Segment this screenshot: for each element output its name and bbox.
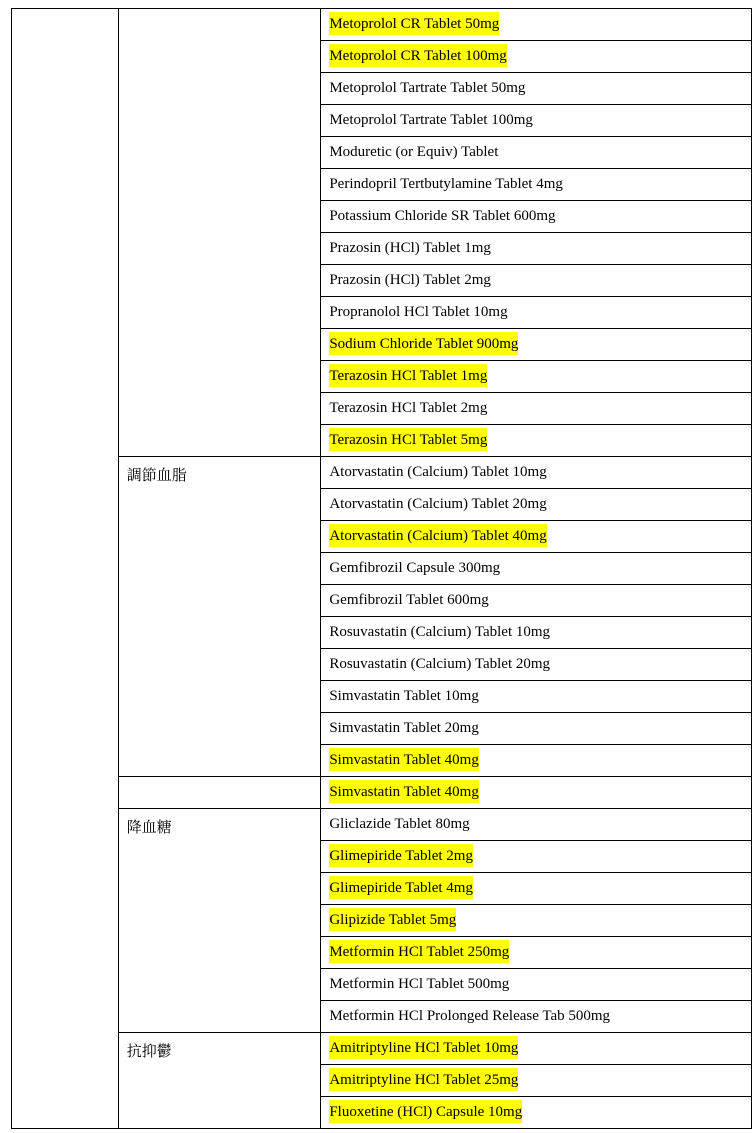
drug-item-label: Metoprolol CR Tablet 50mg (329, 12, 499, 35)
category-label: 抗抑鬱 (126, 1044, 172, 1060)
drug-item-cell (321, 969, 752, 1001)
drug-item-label: Metoprolol Tartrate Tablet 100mg (329, 112, 533, 128)
drug-item-label: Metoprolol CR Tablet 100mg (329, 44, 506, 67)
drug-item-cell (321, 457, 752, 489)
category-cell (118, 457, 321, 777)
drug-item-label: Metoprolol Tartrate Tablet 50mg (329, 80, 526, 96)
drug-item-cell (321, 841, 752, 873)
drug-item-label: Sodium Chloride Tablet 900mg (329, 332, 518, 355)
drug-item-label: Rosuvastatin (Calcium) Tablet 10mg (329, 624, 551, 640)
drug-item-label: Atorvastatin (Calcium) Tablet 10mg (329, 464, 547, 480)
drug-item-cell (321, 105, 752, 137)
drug-item-label: Amitriptyline HCl Tablet 25mg (329, 1068, 518, 1091)
drug-item-label: Metformin HCl Prolonged Release Tab 500mg (329, 1008, 611, 1024)
table-row (12, 1033, 752, 1065)
drug-item-cell (321, 745, 752, 777)
drug-item-label: Atorvastatin (Calcium) Tablet 40mg (329, 524, 546, 547)
drug-item-cell (321, 9, 752, 41)
drug-item-cell (321, 1033, 752, 1065)
drug-item-cell (321, 361, 752, 393)
table-row (12, 809, 752, 841)
drug-item-cell (321, 425, 752, 457)
drug-item-label: Potassium Chloride SR Tablet 600mg (329, 208, 556, 224)
category-cell (118, 9, 321, 457)
category-cell (118, 809, 321, 1033)
drug-item-cell (321, 201, 752, 233)
drug-item-label: Gemfibrozil Tablet 600mg (329, 592, 489, 608)
drug-item-label: Simvastatin Tablet 40mg (329, 748, 479, 771)
drug-item-label: Simvastatin Tablet 10mg (329, 688, 479, 704)
drug-item-label: Terazosin HCl Tablet 2mg (329, 400, 488, 416)
drug-item-label: Simvastatin Tablet 20mg (329, 720, 479, 736)
drug-item-cell (321, 329, 752, 361)
drug-item-cell (321, 521, 752, 553)
drug-item-label: Amitriptyline HCl Tablet 10mg (329, 1036, 518, 1059)
drug-item-cell (321, 41, 752, 73)
drug-item-cell (321, 73, 752, 105)
drug-item-cell (321, 297, 752, 329)
drug-item-label: Terazosin HCl Tablet 1mg (329, 364, 487, 387)
drug-item-cell (321, 585, 752, 617)
table-row (12, 777, 752, 809)
drug-item-cell (321, 681, 752, 713)
drug-item-cell (321, 489, 752, 521)
drug-item-label: Atorvastatin (Calcium) Tablet 20mg (329, 496, 547, 512)
drug-item-cell (321, 649, 752, 681)
category-label: 調節血脂 (126, 468, 187, 484)
drug-item-label: Glipizide Tablet 5mg (329, 908, 456, 931)
drug-item-cell (321, 233, 752, 265)
drug-item-cell (321, 553, 752, 585)
drug-item-label: Prazosin (HCl) Tablet 2mg (329, 272, 491, 288)
drug-item-cell (321, 617, 752, 649)
drug-item-cell (321, 905, 752, 937)
drug-item-label: Gliclazide Tablet 80mg (329, 816, 470, 832)
drug-item-label: Perindopril Tertbutylamine Tablet 4mg (329, 176, 563, 192)
drug-item-cell (321, 169, 752, 201)
drug-item-cell (321, 777, 752, 809)
drug-item-label: Rosuvastatin (Calcium) Tablet 20mg (329, 656, 551, 672)
drug-item-cell (321, 809, 752, 841)
drug-item-label: Fluoxetine (HCl) Capsule 10mg (329, 1100, 522, 1123)
drug-item-cell (321, 713, 752, 745)
table-row (12, 457, 752, 489)
drug-item-cell (321, 873, 752, 905)
drug-item-label: Metformin HCl Tablet 250mg (329, 940, 509, 963)
category-cell (118, 1033, 321, 1129)
drug-item-label: Glimepiride Tablet 2mg (329, 844, 473, 867)
outer-category-cell (12, 9, 119, 1129)
drug-item-label: Propranolol HCl Tablet 10mg (329, 304, 508, 320)
drug-item-cell (321, 937, 752, 969)
drug-item-label: Simvastatin Tablet 40mg (329, 780, 479, 803)
drug-item-label: Prazosin (HCl) Tablet 1mg (329, 240, 491, 256)
drug-item-cell (321, 1097, 752, 1129)
drug-item-label: Metformin HCl Tablet 500mg (329, 976, 510, 992)
table-row (12, 9, 752, 41)
drug-item-label: Gemfibrozil Capsule 300mg (329, 560, 501, 576)
category-label: 降血糖 (126, 820, 172, 836)
drug-item-cell (321, 137, 752, 169)
drug-item-cell (321, 1001, 752, 1033)
drug-item-cell (321, 265, 752, 297)
drug-item-label: Glimepiride Tablet 4mg (329, 876, 473, 899)
drug-item-cell (321, 393, 752, 425)
drug-item-label: Terazosin HCl Tablet 5mg (329, 428, 487, 451)
drug-item-label: Moduretic (or Equiv) Tablet (329, 144, 499, 160)
drug-item-cell (321, 1065, 752, 1097)
category-cell (118, 777, 321, 809)
drug-table (11, 8, 752, 1129)
